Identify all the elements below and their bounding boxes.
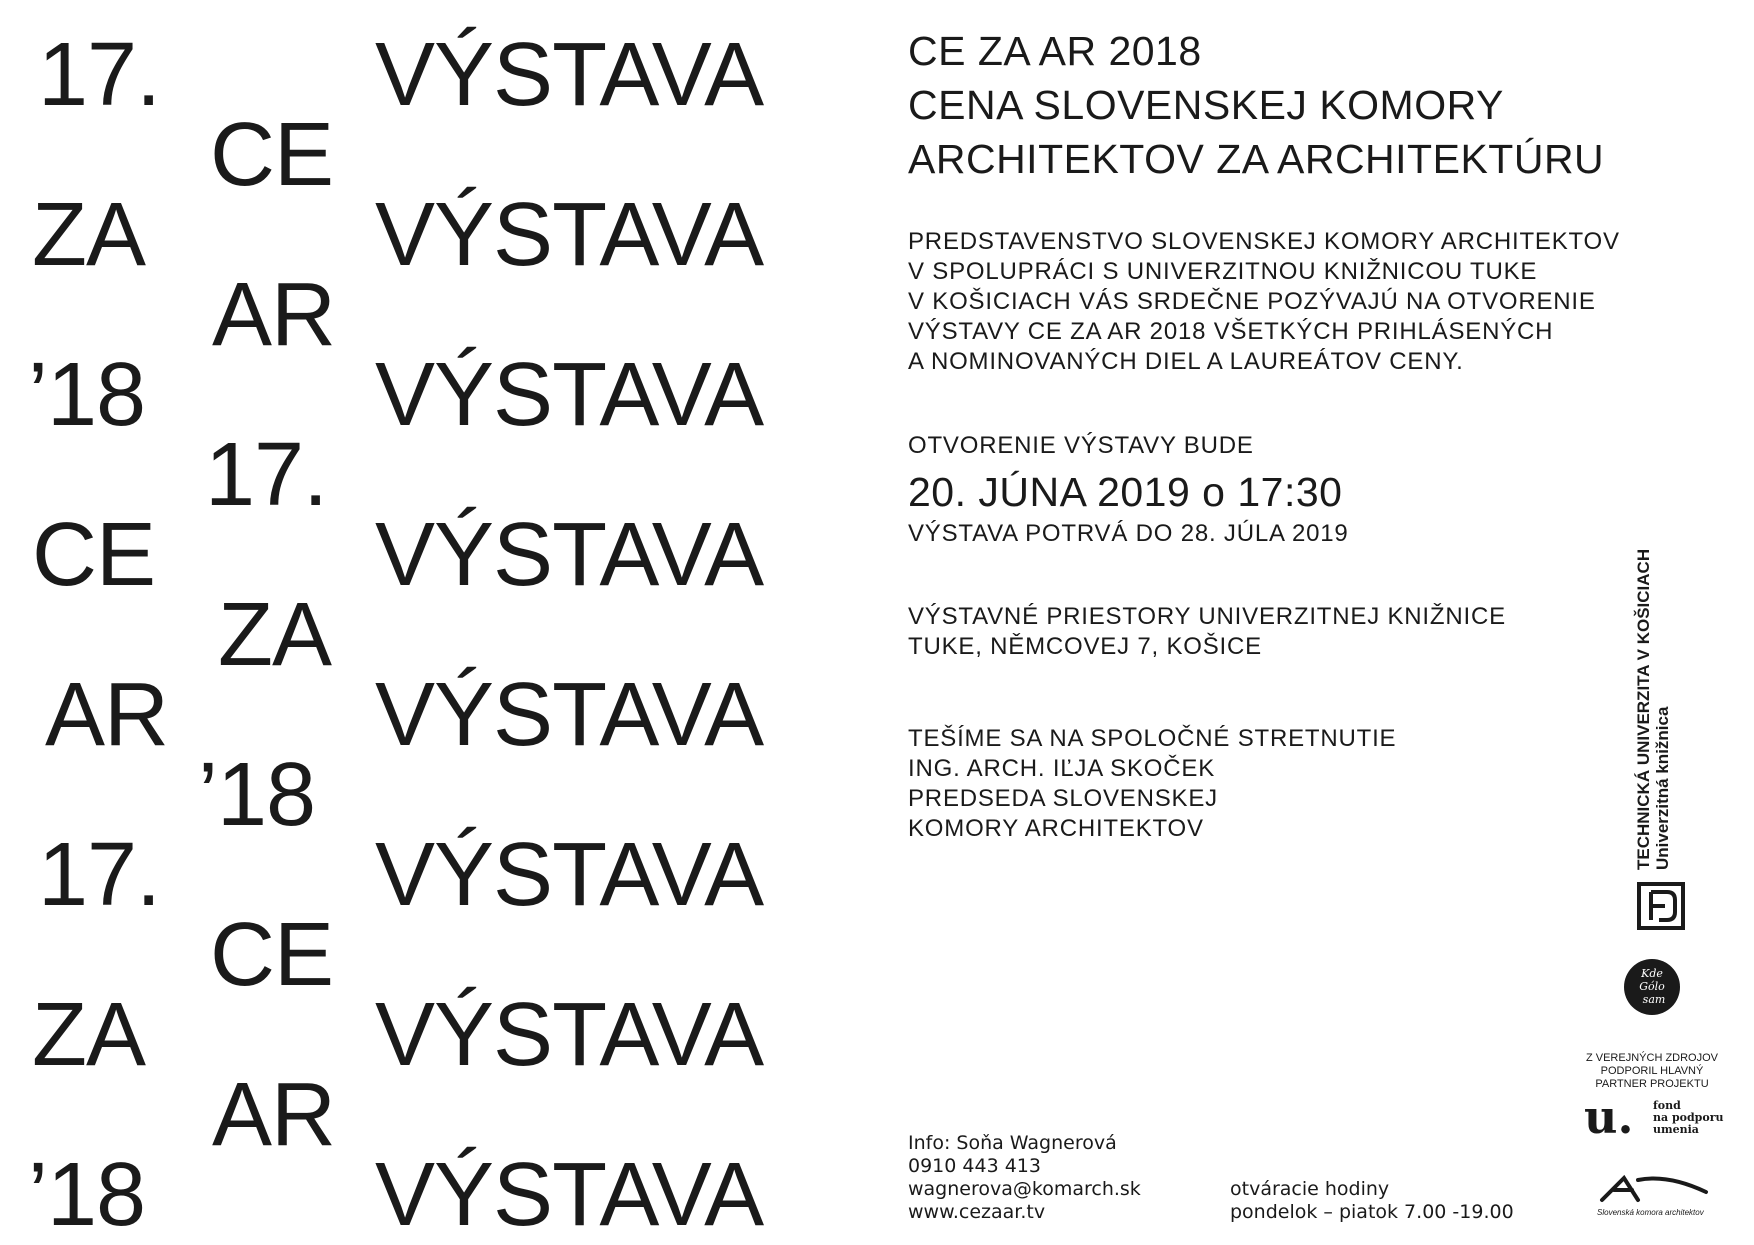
left-word-3: ZA — [32, 185, 146, 285]
closing-line: ING. ARCH. IĽJA SKOČEK — [908, 755, 1216, 782]
venue-line: TUKE, NĚMCOVEJ 7, KOŠICE — [908, 633, 1262, 660]
title-line-3: ARCHITEKTOV ZA ARCHITEKTÚRU — [908, 136, 1605, 182]
left-word-9: AR — [45, 665, 169, 765]
left-word-2: CE — [210, 105, 334, 205]
opening-hours — [1230, 1178, 1514, 1224]
contact-email[interactable]: wagnerova@komarch.sk — [908, 1178, 1141, 1200]
vystava-word: VÝSTAVA — [375, 985, 764, 1085]
fond-logo-letter: u. — [1584, 1090, 1634, 1144]
hours-label: otváracie hodiny — [1230, 1178, 1390, 1200]
invitation-line: VÝSTAVY CE ZA AR 2018 VŠETKÝCH PRIHLÁSENÝCH — [908, 318, 1554, 345]
left-word-8: ZA — [218, 585, 332, 685]
title-line-1: CE ZA AR 2018 — [908, 28, 1202, 74]
vystava-word: VÝSTAVA — [375, 825, 764, 925]
venue — [908, 602, 1506, 662]
title-line-2: CENA SLOVENSKEJ KOMORY — [908, 82, 1504, 128]
opening-label — [908, 431, 1254, 461]
contact-phone: 0910 443 413 — [908, 1155, 1041, 1177]
vystava-word: VÝSTAVA — [375, 505, 764, 605]
left-word-10: ’18 — [198, 745, 316, 845]
left-word-11: 17. — [38, 825, 161, 925]
support-text — [1578, 1052, 1726, 1091]
support-line: PARTNER PROJEKTU — [1595, 1078, 1709, 1090]
vystava-word: VÝSTAVA — [375, 1145, 764, 1245]
contact-name: Info: Soňa Wagnerová — [908, 1132, 1117, 1154]
closing-line: TEŠÍME SA NA SPOLOČNÉ STRETNUTIE — [908, 725, 1397, 752]
left-word-14: AR — [212, 1065, 336, 1165]
tuke-name: TECHNICKÁ UNIVERZITA V KOŠICIACH — [1634, 548, 1653, 870]
golo-word: Gólo — [1639, 980, 1665, 993]
contact-info — [908, 1132, 1141, 1224]
left-word-13: ZA — [32, 985, 146, 1085]
vystava-word: VÝSTAVA — [375, 665, 764, 765]
fond-line: fond — [1653, 1099, 1681, 1112]
kde-golo-sam-logo-icon — [1623, 958, 1681, 1016]
venue-line: VÝSTAVNÉ PRIESTORY UNIVERZITNEJ KNIŽNICE — [908, 603, 1506, 630]
fond-logo-text — [1653, 1100, 1724, 1136]
invitation-line: V KOŠICIACH VÁS SRDEČNE POZÝVAJÚ NA OTVORENIE — [908, 288, 1596, 315]
ska-logo-caption: Slovenská komora architektov — [1597, 1208, 1704, 1217]
closing-line: PREDSEDA SLOVENSKEJ — [908, 785, 1218, 812]
support-line: PODPORIL HLAVNÝ — [1600, 1065, 1704, 1077]
opening-label-text: OTVORENIE VÝSTAVY BUDE — [908, 432, 1254, 459]
left-word-7: CE — [32, 505, 156, 605]
vystava-word: VÝSTAVA — [375, 25, 764, 125]
invitation-line: A NOMINOVANÝCH DIEL A LAUREÁTOV CENY. — [908, 348, 1464, 375]
left-word-12: CE — [210, 905, 334, 1005]
opening-date: 20. JÚNA 2019 o 17:30 — [908, 469, 1343, 515]
left-word-1: 17. — [38, 25, 161, 125]
fond-line: umenia — [1653, 1123, 1699, 1136]
left-word-5: ’18 — [28, 345, 146, 445]
invitation-line: V SPOLUPRÁCI S UNIVERZITNOU KNIŽNICOU TUKE — [908, 258, 1538, 285]
left-word-4: AR — [212, 265, 336, 365]
invitation-line: PREDSTAVENSTVO SLOVENSKEJ KOMORY ARCHITEKTOV — [908, 228, 1620, 255]
exhibition-until — [908, 519, 1349, 549]
closing-note — [908, 724, 1396, 844]
event-title — [908, 24, 1604, 186]
vystava-word: VÝSTAVA — [375, 185, 764, 285]
fond-line: na podporu — [1653, 1111, 1724, 1124]
tuke-logo-text — [1634, 549, 1672, 870]
kde-word: Kde — [1641, 967, 1663, 980]
exhibition-until-text: VÝSTAVA POTRVÁ DO 28. JÚLA 2019 — [908, 520, 1349, 547]
sam-word: sam — [1642, 993, 1666, 1006]
hours-value: pondelok – piatok 7.00 -19.00 — [1230, 1201, 1514, 1223]
ska-logo-icon — [1598, 1170, 1710, 1206]
invitation-paragraph — [908, 227, 1620, 377]
left-word-6: 17. — [205, 425, 328, 525]
vystava-word: VÝSTAVA — [375, 345, 764, 445]
contact-web[interactable]: www.cezaar.tv — [908, 1201, 1046, 1223]
tuke-library: Univerzitná knižnica — [1653, 706, 1672, 870]
tuke-emblem-icon — [1637, 882, 1685, 930]
left-word-15: ’18 — [28, 1145, 146, 1245]
support-line: Z VEREJNÝCH ZDROJOV — [1585, 1052, 1718, 1064]
closing-line: KOMORY ARCHITEKTOV — [908, 815, 1204, 842]
